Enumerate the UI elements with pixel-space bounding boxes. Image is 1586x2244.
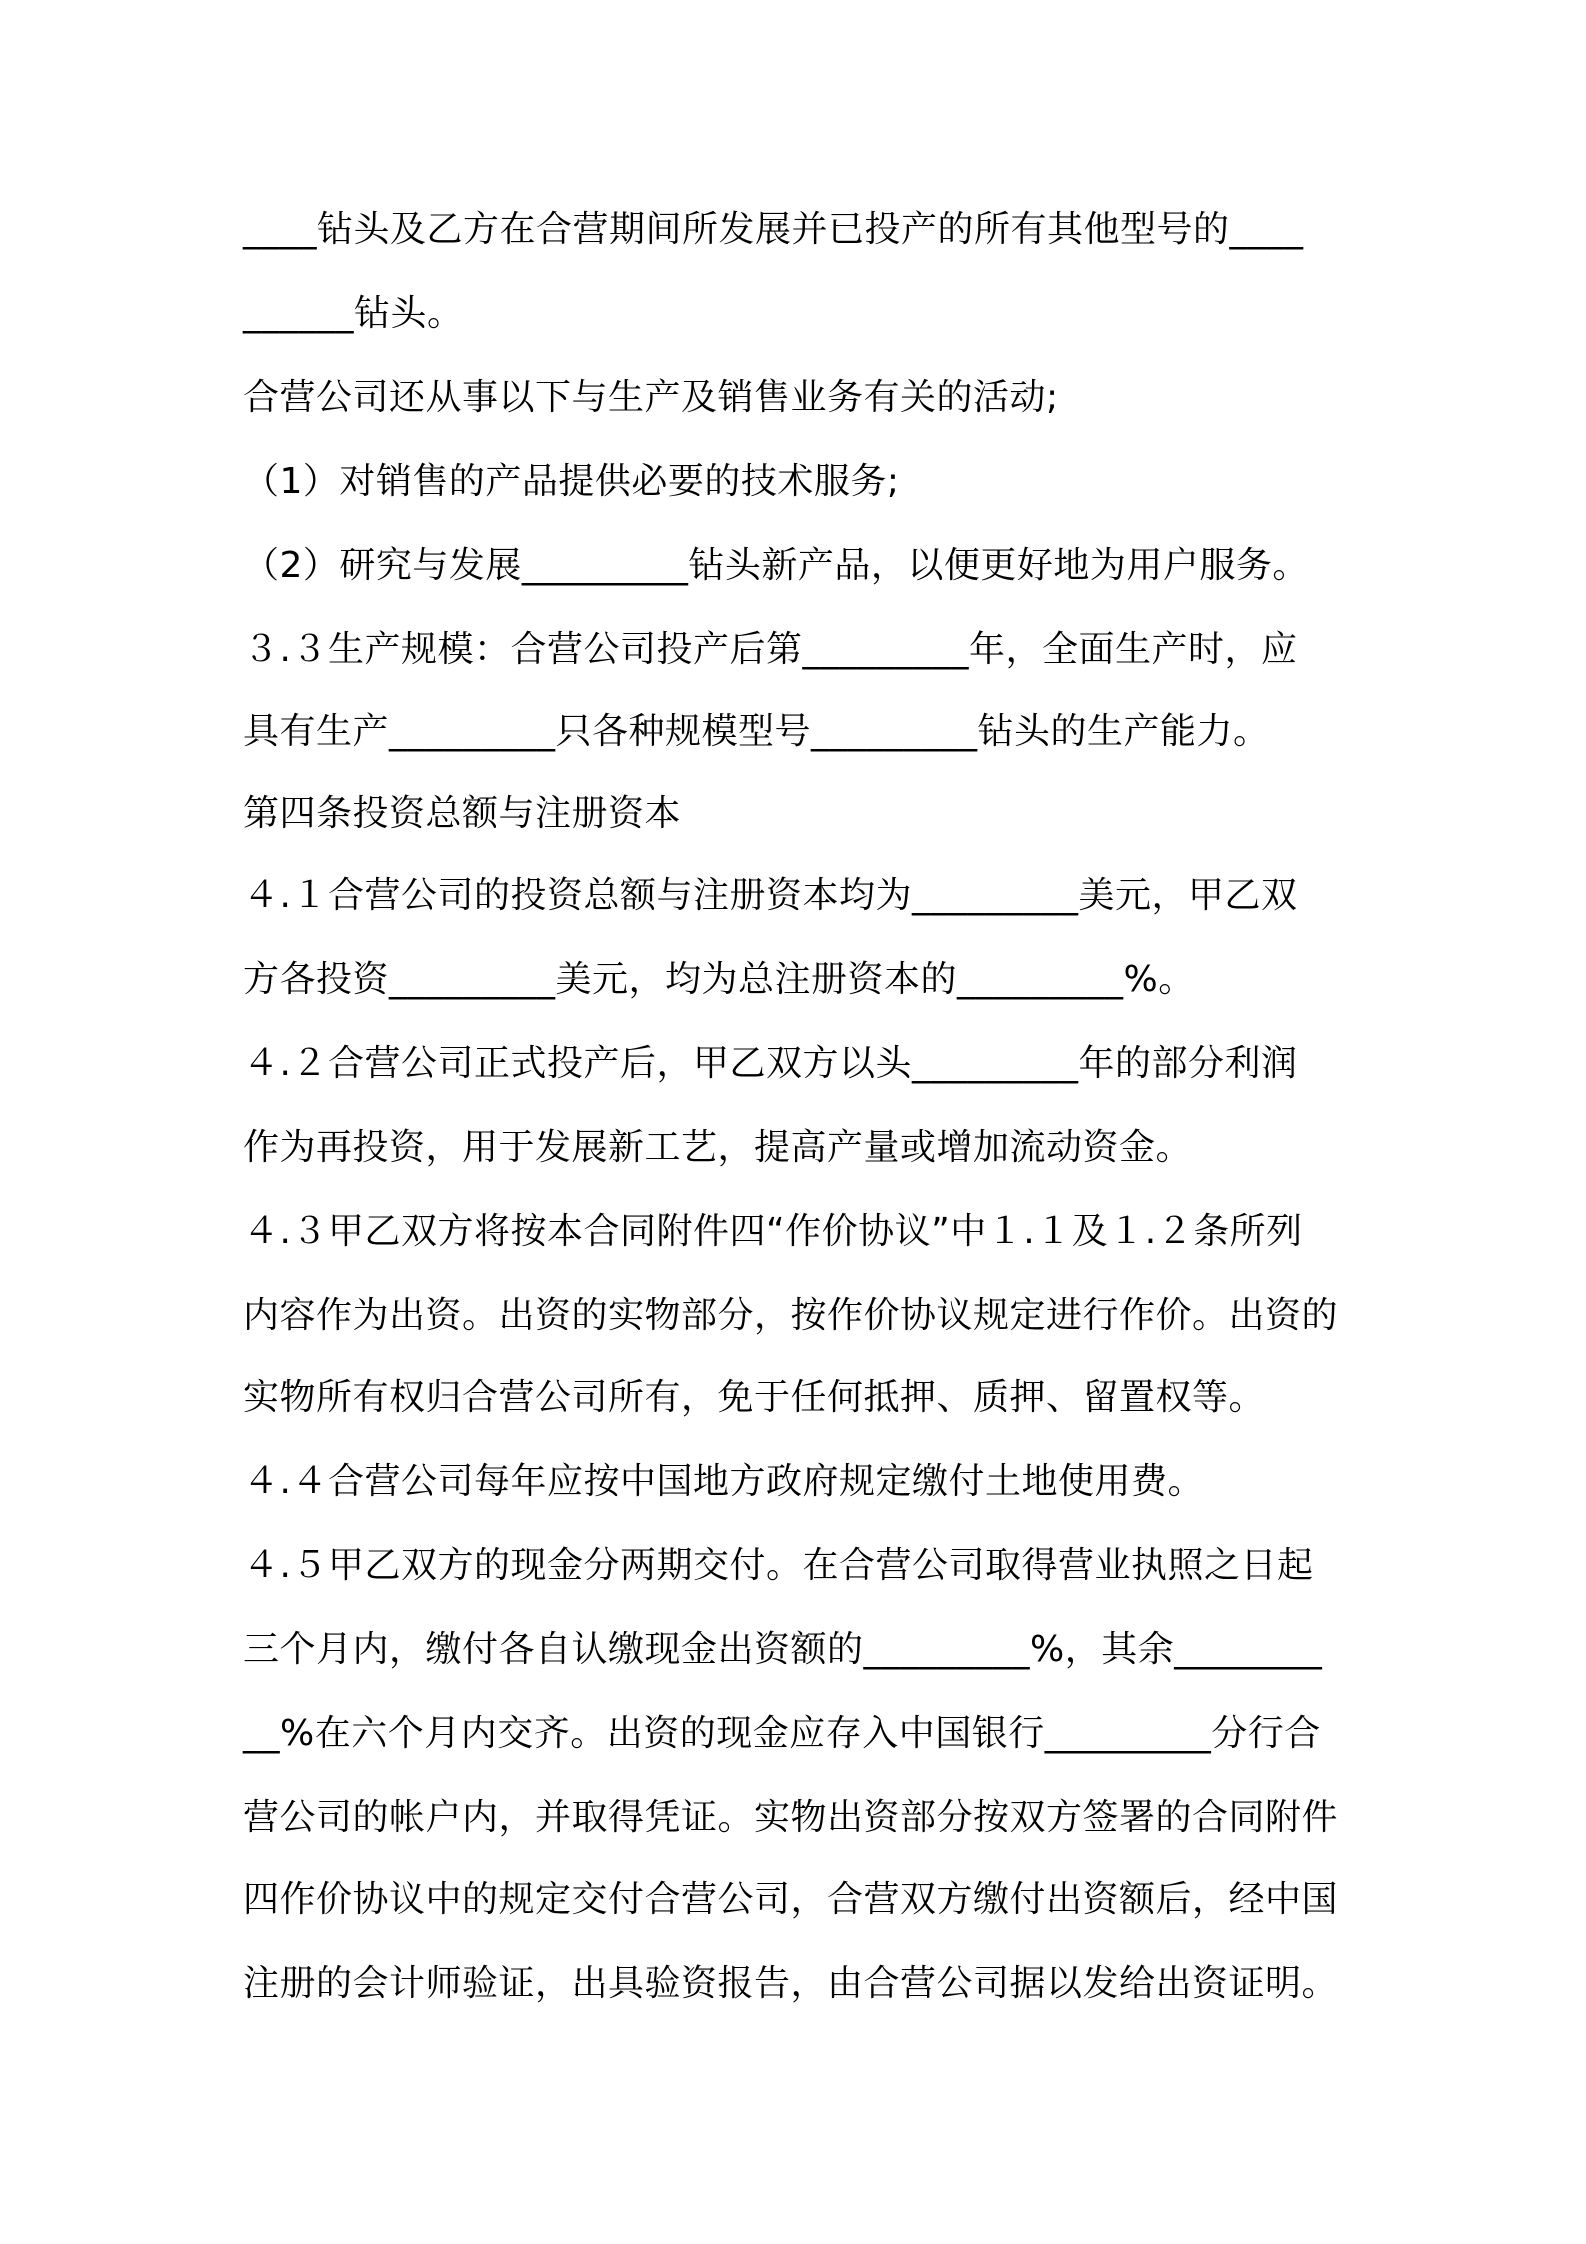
text-line-13: ４.３甲乙双方将按本合同附件四“作价协议”中１.１及１.２条所列 [243,1211,1303,1252]
text-line-11: ４.２合营公司正式投产后，甲乙双方以头_________年的部分利润 [243,1043,1298,1084]
text-line-5: （2）研究与发展_________钻头新产品，以便更好地为用户服务。 [243,545,1309,586]
text-line-9: ４.１合营公司的投资总额与注册资本均为_________美元，甲乙双 [243,875,1298,916]
text-line-20: 营公司的帐户内，并取得凭证。实物出资部分按双方签署的合同附件 [243,1797,1339,1838]
text-line-19: __%在六个月内交齐。出资的现金应存入中国银行_________分行合 [243,1713,1321,1754]
text-line-16: ４.４合营公司每年应按中国地方政府规定缴付土地使用费。 [243,1461,1204,1502]
text-line-1: ____钻头及乙方在合营期间所发展并已投产的所有其他型号的____ [243,209,1304,250]
text-line-3: 合营公司还从事以下与生产及销售业务有关的活动; [243,377,1059,418]
text-line-6: ３.３生产规模：合营公司投产后第_________年，全面生产时，应 [243,629,1298,670]
section-heading: 第四条投资总额与注册资本 [243,793,682,834]
text-line-15: 实物所有权归合营公司所有，免于任何抵押、质押、留置权等。 [243,1377,1266,1418]
text-line-21: 四作价协议中的规定交付合营公司，合营双方缴付出资额后，经中国 [243,1879,1339,1920]
text-line-14: 内容作为出资。出资的实物部分，按作价协议规定进行作价。出资的 [243,1295,1339,1336]
text-line-2: ______钻头。 [243,293,464,334]
text-line-4: （1）对销售的产品提供必要的技术服务; [243,461,900,502]
text-line-17: ４.５甲乙双方的现金分两期交付。在合营公司取得营业执照之日起 [243,1545,1314,1586]
text-line-18: 三个月内，缴付各自认缴现金出资额的_________%，其余________ [243,1629,1323,1670]
text-line-10: 方各投资_________美元，均为总注册资本的_________%。 [243,959,1195,1000]
text-line-12: 作为再投资，用于发展新工艺，提高产量或增加流动资金。 [243,1127,1193,1168]
text-line-7: 具有生产_________只各种规模型号_________钻头的生产能力。 [243,711,1270,752]
text-line-22: 注册的会计师验证，出具验资报告，由合营公司据以发给出资证明。 [243,1963,1339,2004]
